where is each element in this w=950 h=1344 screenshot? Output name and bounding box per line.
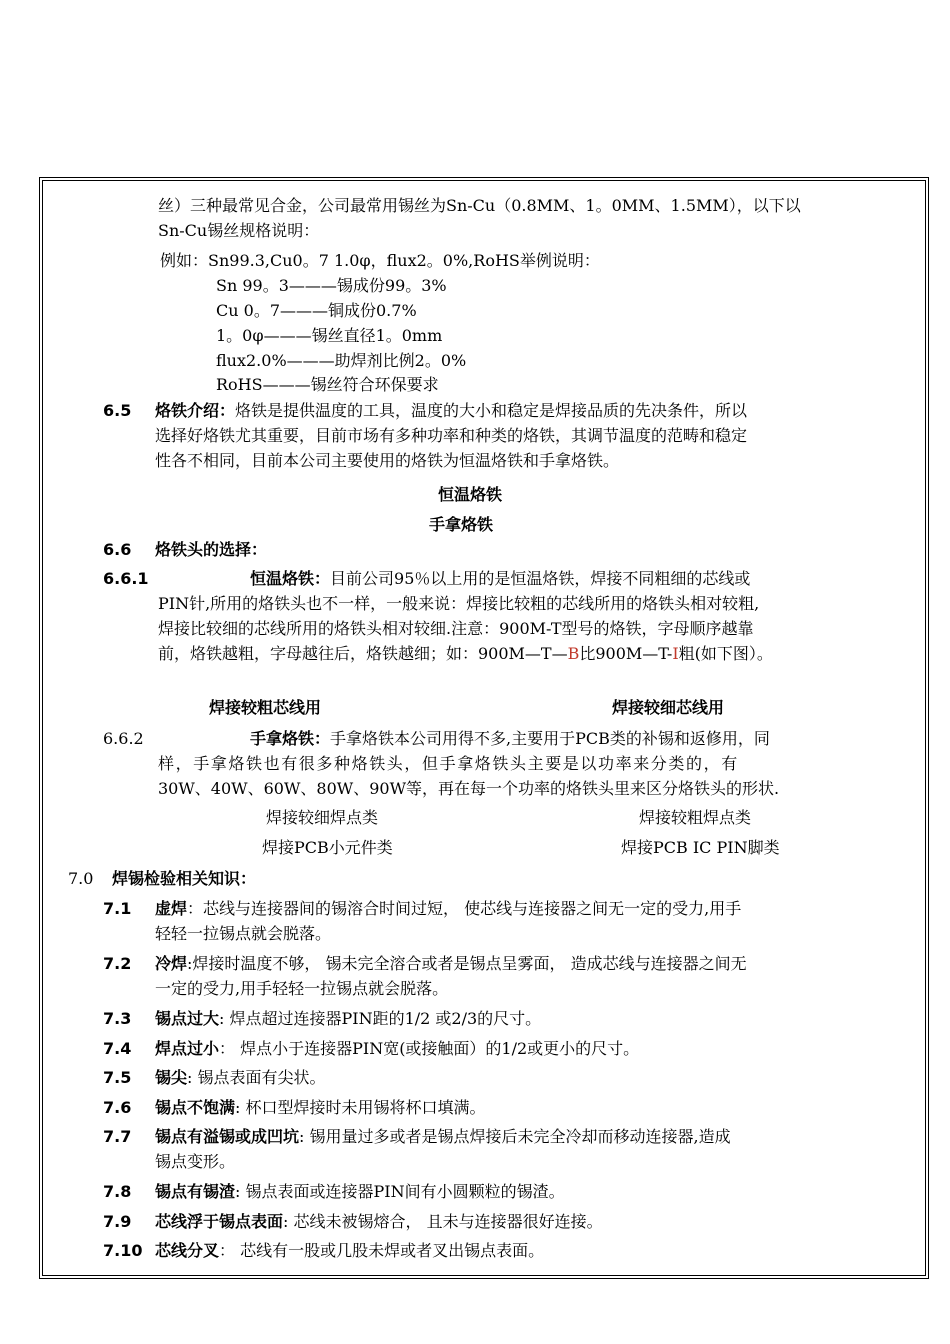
section-6-5-text-1: 烙铁是提供温度的工具，温度的大小和稳定是焊接品质的先决条件，所以 bbox=[235, 401, 748, 420]
defect-7-2-line-2: 一定的受力,用手轻轻一拉锡点就会脱落。 bbox=[155, 979, 449, 998]
defect-7-1-text: ：芯线与连接器间的锡溶合时间过短， 使芯线与连接器之间无一定的受力,用手 bbox=[187, 899, 742, 918]
defect-7-7-number: 7.7 bbox=[103, 1127, 132, 1146]
defect-7-4-term: 焊点过小 bbox=[155, 1039, 220, 1058]
caption-coarse-joint: 焊接较粗焊点类 bbox=[639, 808, 752, 827]
defect-7-6-text: : 杯口型焊接时未用锡将杯口填满。 bbox=[235, 1098, 486, 1117]
defect-7-2-text: :焊接时温度不够， 锡未完全溶合或者是锡点呈雾面， 造成芯线与连接器之间无 bbox=[187, 954, 747, 973]
defect-7-3-line bbox=[155, 1011, 541, 1027]
example-item-diameter: 1。0φ———锡丝直径1。0mm bbox=[216, 326, 443, 345]
intro-line-1: 丝）三种最常见合金，公司最常用锡丝为Sn-Cu（0.8MM、1。0MM、1.5MM），以下以 bbox=[158, 196, 801, 215]
defect-7-6-line bbox=[155, 1100, 486, 1116]
section-6-5-line-1 bbox=[155, 403, 747, 419]
section-6-6-2-line-1 bbox=[250, 731, 770, 747]
defect-7-8-number: 7.8 bbox=[103, 1182, 132, 1201]
section-6-6-2-number: 6.6.2 bbox=[103, 729, 144, 748]
defect-7-3-number: 7.3 bbox=[103, 1009, 132, 1028]
section-6-6-2-title: 手拿烙铁： bbox=[250, 729, 331, 748]
defect-7-8-text: : 锡点表面或连接器PIN间有小圆颗粒的锡渣。 bbox=[235, 1182, 565, 1201]
defect-7-10-number: 7.10 bbox=[103, 1241, 143, 1260]
caption-handheld-iron: 手拿烙铁 bbox=[428, 515, 494, 534]
defect-7-5-text: : 锡点表面有尖状。 bbox=[187, 1068, 326, 1087]
defect-7-8-line bbox=[155, 1184, 565, 1200]
defect-7-2-line-1 bbox=[155, 956, 747, 972]
example-item-cu: Cu 0。7———铜成份0.7% bbox=[216, 301, 417, 320]
caption-pcb-ic-pin: 焊接PCB IC PIN脚类 bbox=[621, 838, 780, 857]
defect-7-5-line bbox=[155, 1070, 326, 1086]
section-6-6-title: 烙铁头的选择： bbox=[155, 540, 268, 559]
tip-letter-b: B bbox=[567, 644, 580, 663]
section-6-6-1-line-1 bbox=[250, 571, 750, 587]
defect-7-3-term: 锡点过大 bbox=[155, 1009, 220, 1028]
defect-7-10-text: ： 芯线有一股或几股未焊或者叉出锡点表面。 bbox=[219, 1241, 545, 1260]
section-7-0-title: 焊锡检验相关知识： bbox=[112, 869, 257, 888]
defect-7-5-term: 锡尖 bbox=[155, 1068, 188, 1087]
defect-7-10-term: 芯线分叉 bbox=[155, 1241, 220, 1260]
defect-7-4-number: 7.4 bbox=[103, 1039, 132, 1058]
section-6-6-1-text-1: 目前公司95％以上用的是恒温烙铁，焊接不同粗细的芯线或 bbox=[330, 569, 751, 588]
section-6-6-1-line-2: PIN针,所用的烙铁头也不一样，一般来说：焊接比较粗的芯线所用的烙铁头相对较粗, bbox=[158, 594, 760, 613]
section-6-5-title: 烙铁介绍： bbox=[155, 401, 236, 420]
defect-7-3-text: : 焊点超过连接器PIN距的1/2 或2/3的尺寸。 bbox=[219, 1009, 542, 1028]
defect-7-9-line bbox=[155, 1214, 603, 1230]
defect-7-6-term: 锡点不饱满 bbox=[155, 1098, 236, 1117]
line-4-part-e: 粗(如下图）。 bbox=[678, 644, 773, 663]
defect-7-9-term: 芯线浮于锡点表面 bbox=[155, 1212, 284, 1231]
defect-7-6-number: 7.6 bbox=[103, 1098, 132, 1117]
defect-7-9-text: : 芯线未被锡熔合， 且未与连接器很好连接。 bbox=[283, 1212, 603, 1231]
caption-pcb-small-part: 焊接PCB小元件类 bbox=[262, 838, 393, 857]
defect-7-1-line-2: 轻轻一拉锡点就会脱落。 bbox=[155, 924, 332, 943]
caption-thin-wire: 焊接较细芯线用 bbox=[612, 698, 725, 717]
example-item-flux: flux2.0%———助焊剂比例2。0% bbox=[216, 351, 467, 370]
section-6-5-line-3: 性各不相同，目前本公司主要使用的烙铁为恒温烙铁和手拿烙铁。 bbox=[155, 451, 620, 470]
section-6-5-line-2: 选择好烙铁尤其重要，目前市场有多种功率和种类的烙铁，其调节温度的范畴和稳定 bbox=[155, 426, 748, 445]
section-6-6-2-text-1: 手拿烙铁本公司用得不多,主要用于PCB类的补锡和返修用，同 bbox=[330, 729, 770, 748]
defect-7-7-line-2: 锡点变形。 bbox=[155, 1152, 236, 1171]
defect-7-5-number: 7.5 bbox=[103, 1068, 132, 1087]
section-6-6-1-title: 恒温烙铁： bbox=[250, 569, 331, 588]
defect-7-2-term: 冷焊 bbox=[155, 954, 188, 973]
defect-7-4-text: ： 焊点小于连接器PIN宽(或接触面）的1/2或更小的尺寸。 bbox=[219, 1039, 640, 1058]
defect-7-7-line-1 bbox=[155, 1129, 731, 1145]
tip-letter-i: I bbox=[672, 644, 679, 663]
section-6-6-1-line-4 bbox=[158, 646, 773, 662]
defect-7-7-text: : 锡用量过多或者是锡点焊接后未完全冷却而移动连接器,造成 bbox=[299, 1127, 731, 1146]
defect-7-9-number: 7.9 bbox=[103, 1212, 132, 1231]
defect-7-10-line bbox=[155, 1243, 544, 1259]
section-6-5-number: 6.5 bbox=[103, 401, 132, 420]
defect-7-1-number: 7.1 bbox=[103, 899, 132, 918]
section-6-6-1-number: 6.6.1 bbox=[103, 569, 149, 588]
defect-7-1-term: 虚焊 bbox=[155, 899, 188, 918]
line-4-part-a: 前，烙铁越粗，字母越往后，烙铁越细；如：900M—T— bbox=[158, 644, 568, 663]
defect-7-1-line-1 bbox=[155, 901, 741, 917]
section-7-0-number: 7.0 bbox=[68, 869, 94, 888]
section-6-6-2-line-3: 30W、40W、60W、80W、90W等，再在每一个功率的烙铁头里来区分烙铁头的形状. bbox=[158, 779, 780, 798]
section-6-6-2-line-2: 样，手拿烙铁也有很多种烙铁头，但手拿烙铁头主要是以功率来分类的，有 bbox=[158, 754, 739, 773]
line-4-part-c: 比900M—T- bbox=[579, 644, 673, 663]
section-6-6-1-line-3: 焊接比较细的芯线所用的烙铁头相对较细.注意：900M-T型号的烙铁，字母顺序越靠 bbox=[158, 619, 754, 638]
defect-7-4-line bbox=[155, 1041, 639, 1057]
caption-fine-joint: 焊接较细焊点类 bbox=[266, 808, 379, 827]
example-title: 例如：Sn99.3,Cu0。7 1.0φ，flux2。0%,RoHS举例说明： bbox=[160, 251, 600, 270]
defect-7-2-number: 7.2 bbox=[103, 954, 132, 973]
intro-line-2: Sn-Cu锡丝规格说明： bbox=[158, 221, 320, 240]
example-item-sn: Sn 99。3———锡成份99。3% bbox=[216, 276, 447, 295]
section-6-6-number: 6.6 bbox=[103, 540, 132, 559]
example-item-rohs: RoHS———锡丝符合环保要求 bbox=[216, 375, 439, 394]
defect-7-7-term: 锡点有溢锡或成凹坑 bbox=[155, 1127, 300, 1146]
caption-constant-temp-iron: 恒温烙铁 bbox=[437, 485, 503, 504]
caption-thick-wire: 焊接较粗芯线用 bbox=[209, 698, 322, 717]
defect-7-8-term: 锡点有锡渣 bbox=[155, 1182, 236, 1201]
